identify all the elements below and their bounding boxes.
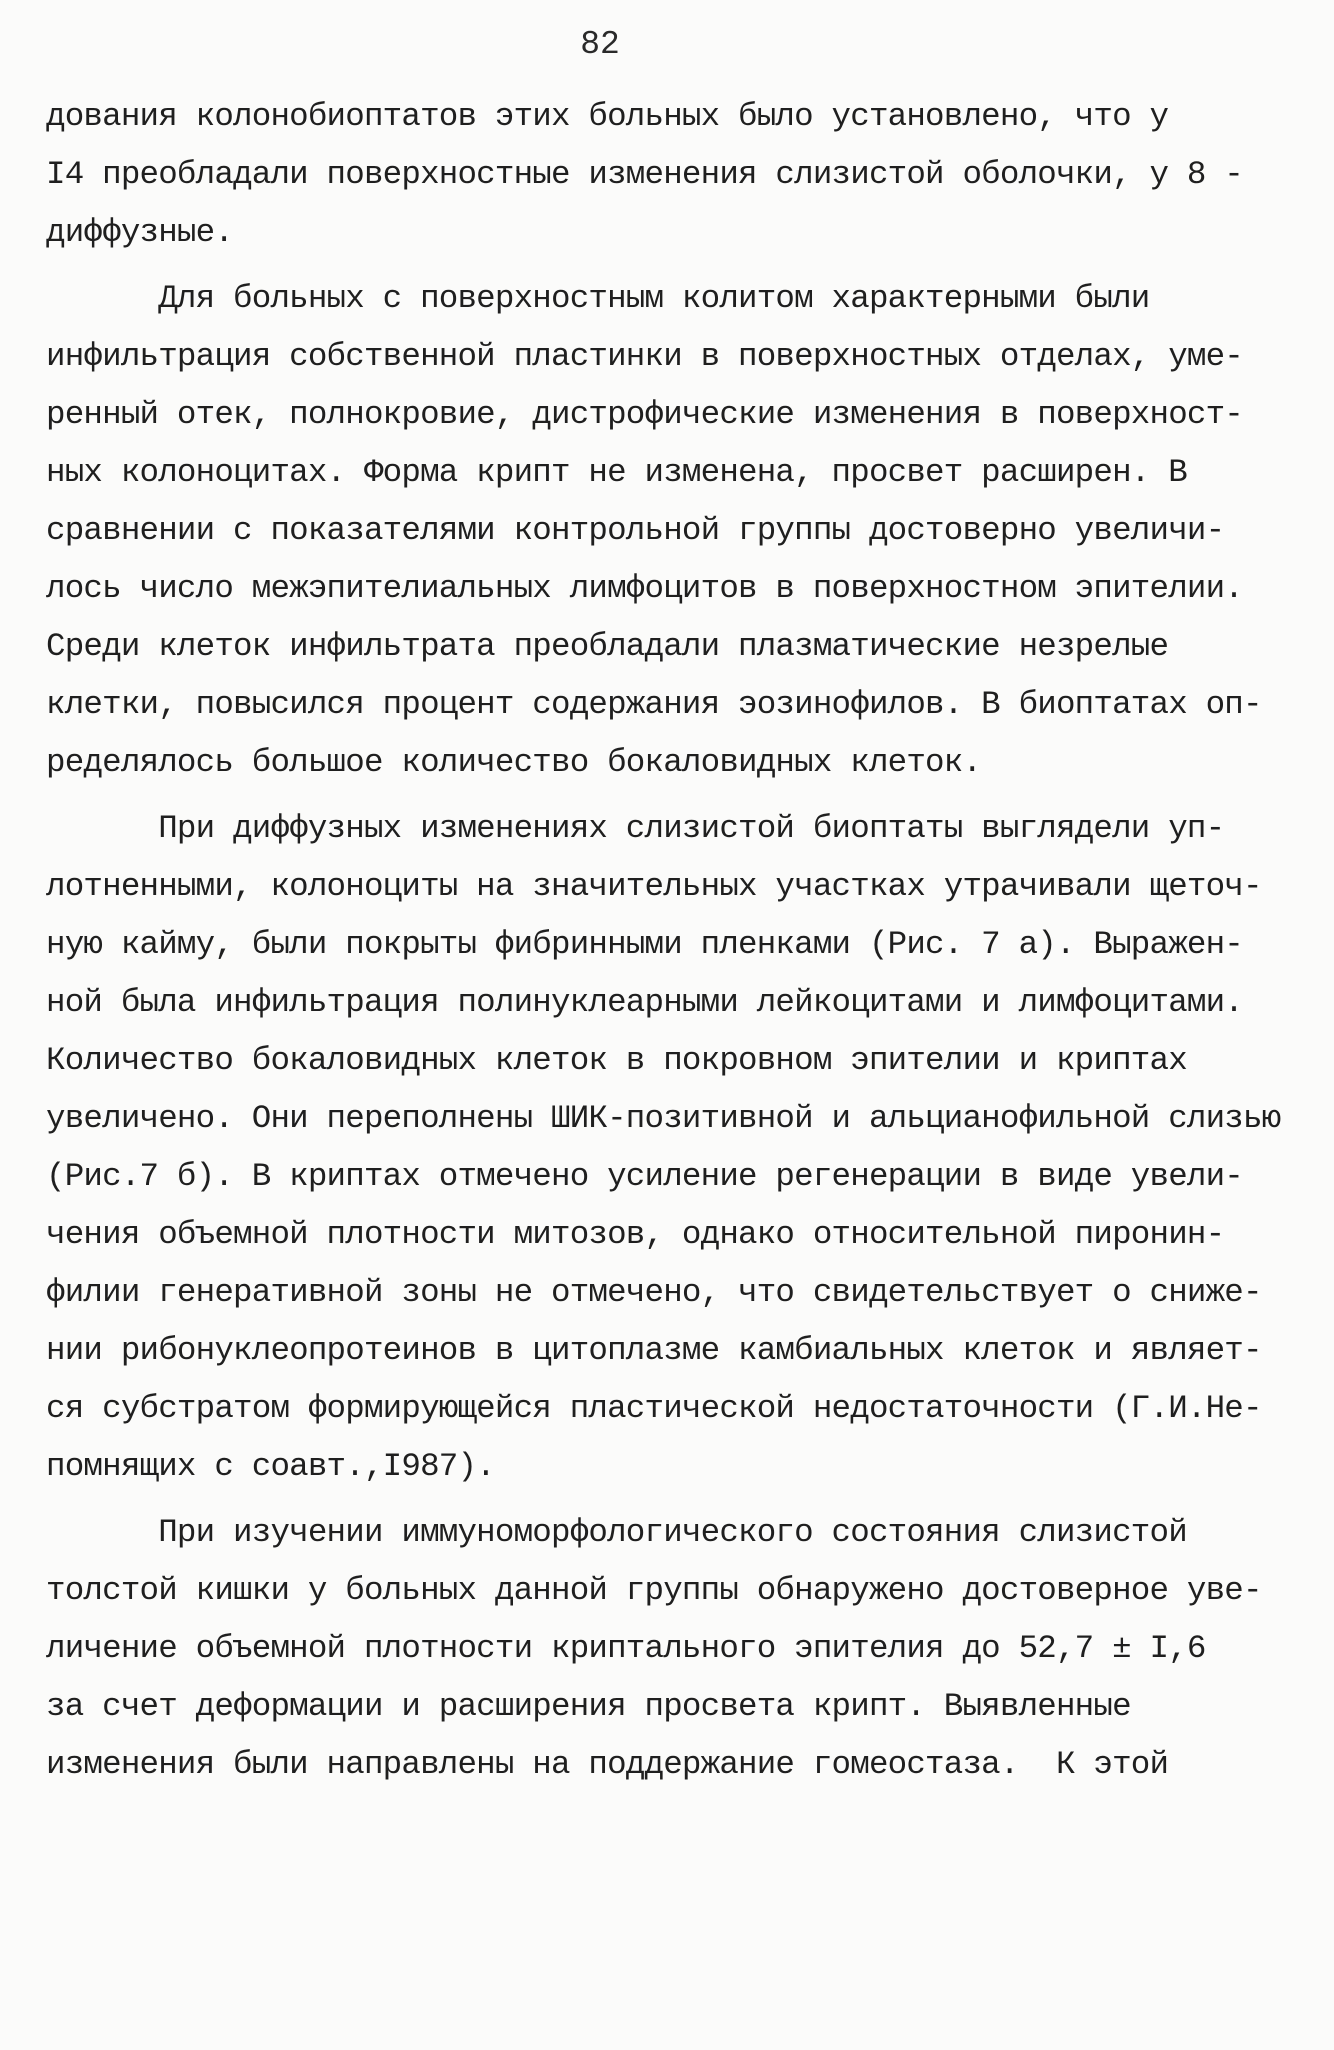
text-line: ной была инфильтрация полинуклеарными лейкоцитами и лимфоцитами. (46, 984, 1244, 1021)
text-line: толстой кишки у больных данной группы обнаружено достоверное уве- (46, 1572, 1262, 1609)
text-line: Количество бокаловидных клеток в покровном эпителии и криптах (46, 1042, 1187, 1079)
text-line: личение объемной плотности криптального эпителия до 52,7 ± I,6 (46, 1630, 1206, 1667)
text-line: изменения были направлены на поддержание гомеостаза. К этой (46, 1746, 1169, 1783)
text-line: лотненными, колоноциты на значительных участках утрачивали щеточ- (46, 868, 1262, 905)
text-line: сравнении с показателями контрольной группы достоверно увеличи- (46, 512, 1225, 549)
page-number: 82 (580, 26, 620, 63)
text-line: ренный отек, полнокровие, дистрофические изменения в поверхност- (46, 396, 1244, 433)
text-line: чения объемной плотности митозов, однако относительной пиронин- (46, 1216, 1225, 1253)
text-line: инфильтрация собственной пластинки в поверхностных отделах, уме- (46, 338, 1244, 375)
paragraph-first-line: При диффузных изменениях слизистой биоптаты выглядели уп- (46, 810, 1225, 847)
text-line: увеличено. Они переполнены ШИК-позитивной и альцианофильной слизью (46, 1100, 1281, 1137)
paragraph-first-line: При изучении иммуноморфологического состояния слизистой (46, 1514, 1187, 1551)
text-line: клетки, повысился процент содержания эозинофилов. В биоптатах оп- (46, 686, 1262, 723)
text-line: за счет деформации и расширения просвета крипт. Выявленные (46, 1688, 1131, 1725)
text-line: дования колонобиоптатов этих больных было установлено, что у (46, 98, 1169, 135)
text-line: ределялось большое количество бокаловидных клеток. (46, 744, 982, 781)
paragraph-first-line: Для больных с поверхностным колитом характерными были (46, 280, 1150, 317)
text-line: ных колоноцитах. Форма крипт не изменена, просвет расширен. В (46, 454, 1187, 491)
body-text (46, 88, 1286, 1794)
text-line: I4 преобладали поверхностные изменения слизистой оболочки, у 8 - (46, 156, 1244, 193)
text-line: ся субстратом формирующейся пластической недостаточности (Г.И.Не- (46, 1390, 1262, 1427)
text-line: нии рибонуклеопротеинов в цитоплазме камбиальных клеток и являет- (46, 1332, 1262, 1369)
text-line: диффузные. (46, 214, 234, 251)
text-line: (Рис.7 б). В криптах отмечено усиление регенерации в виде увели- (46, 1158, 1244, 1195)
text-line: лось число межэпителиальных лимфоцитов в поверхностном эпителии. (46, 570, 1244, 607)
text-line: Среди клеток инфильтрата преобладали плазматические незрелые (46, 628, 1169, 665)
text-line: ную кайму, были покрыты фибринными пленками (Рис. 7 а). Выражен- (46, 926, 1244, 963)
text-line: филии генеративной зоны не отмечено, что свидетельствует о сниже- (46, 1274, 1262, 1311)
text-line: помнящих с соавт.,I987). (46, 1448, 495, 1485)
